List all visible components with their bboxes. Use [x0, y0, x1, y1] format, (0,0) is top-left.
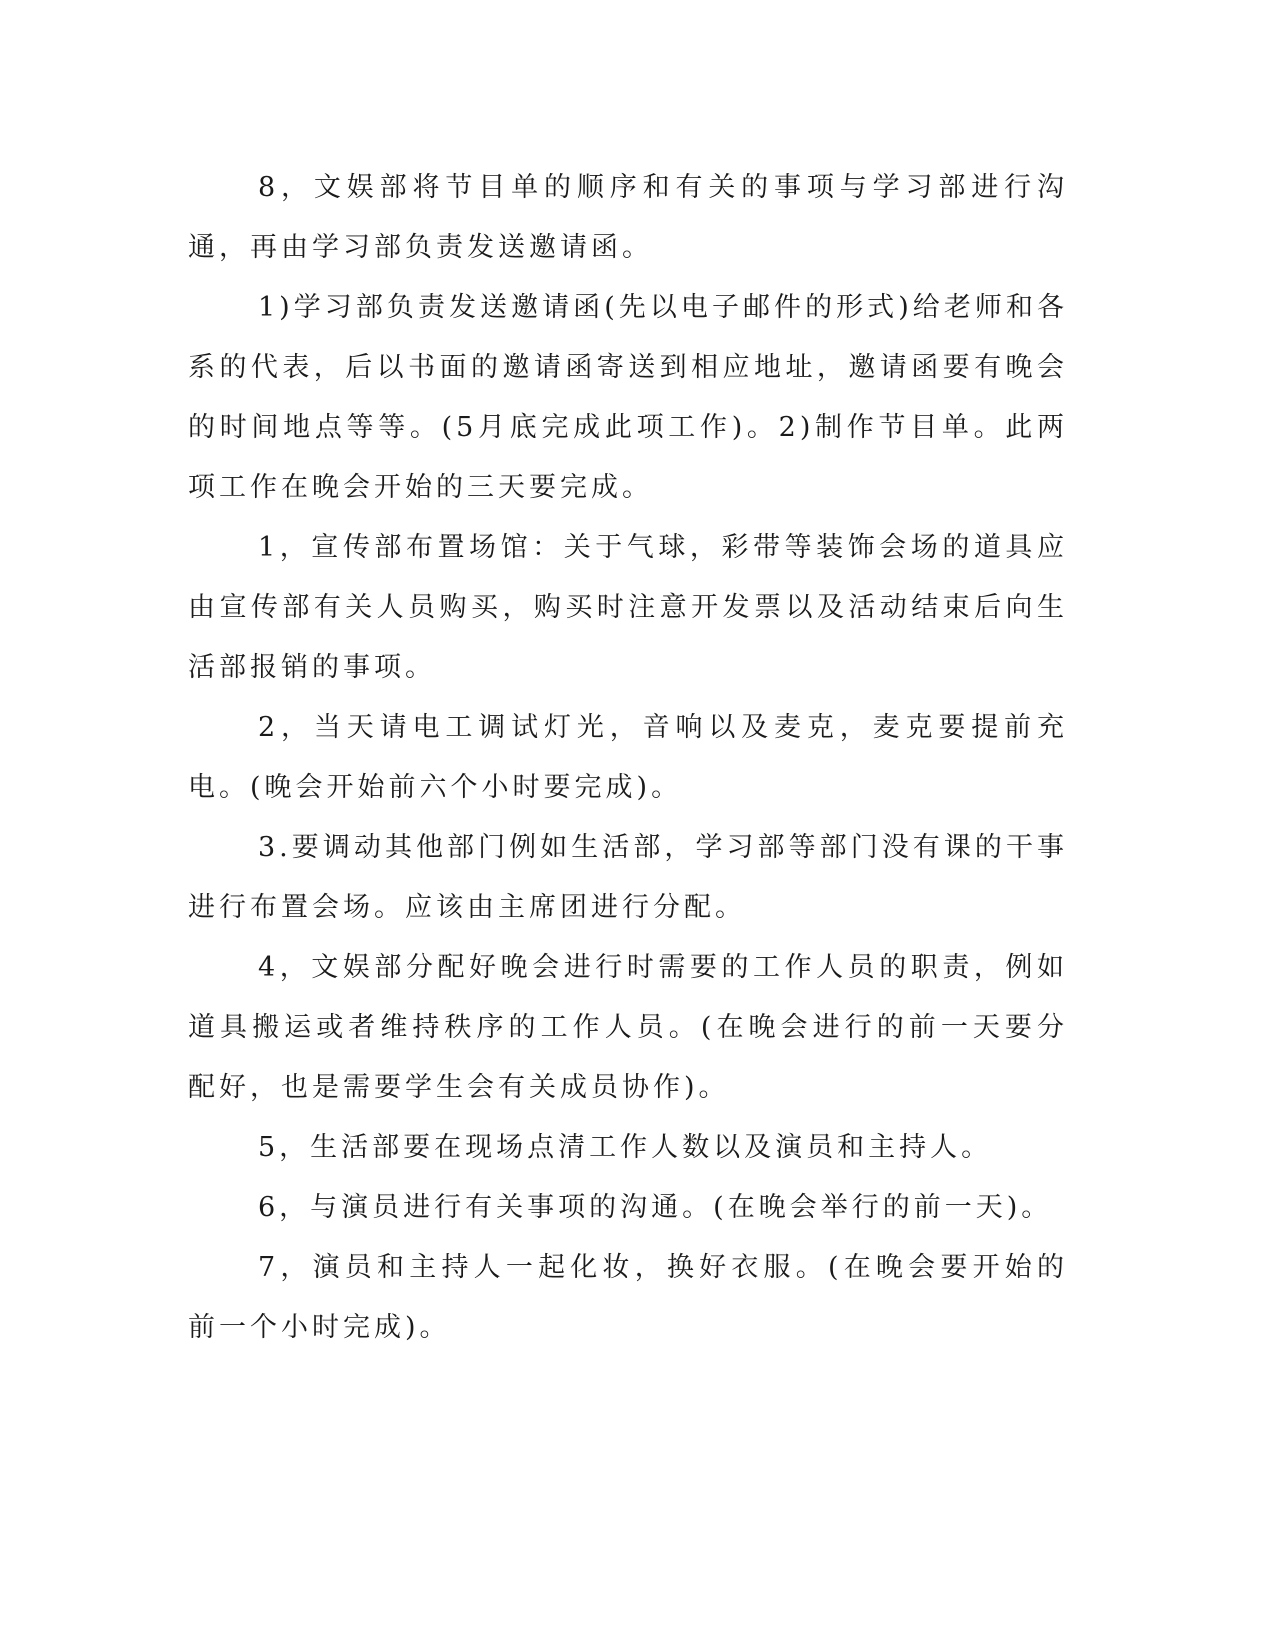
paragraph-2: 1)学习部负责发送邀请函(先以电子邮件的形式)给老师和各系的代表，后以书面的邀请函寄送到相应地址，邀请函要有晚会的时间地点等等。(5月底完成此项工作)。2)制作节目单。此两项工作在晚会开始的三天要完成。	[188, 292, 1068, 503]
document-body	[188, 158, 1068, 1358]
paragraph-1: 8，文娱部将节目单的顺序和有关的事项与学习部进行沟通，再由学习部负责发送邀请函。	[188, 172, 1068, 263]
paragraph-6: 4，文娱部分配好晚会进行时需要的工作人员的职责，例如道具搬运或者维持秩序的工作人员。(在晚会进行的前一天要分配好，也是需要学生会有关成员协作)。	[188, 952, 1068, 1103]
paragraph-3: 1，宣传部布置场馆：关于气球，彩带等装饰会场的道具应由宣传部有关人员购买，购买时注意开发票以及活动结束后向生活部报销的事项。	[188, 532, 1068, 683]
paragraph-8: 6，与演员进行有关事项的沟通。(在晚会举行的前一天)。	[258, 1192, 1053, 1223]
paragraph-9: 7，演员和主持人一起化妆，换好衣服。(在晚会要开始的前一个小时完成)。	[188, 1252, 1068, 1343]
paragraph-4: 2，当天请电工调试灯光，音响以及麦克，麦克要提前充电。(晚会开始前六个小时要完成)。	[188, 712, 1068, 803]
paragraph-7: 5，生活部要在现场点清工作人数以及演员和主持人。	[258, 1132, 993, 1163]
paragraph-5: 3.要调动其他部门例如生活部，学习部等部门没有课的干事进行布置会场。应该由主席团进行分配。	[188, 832, 1068, 923]
